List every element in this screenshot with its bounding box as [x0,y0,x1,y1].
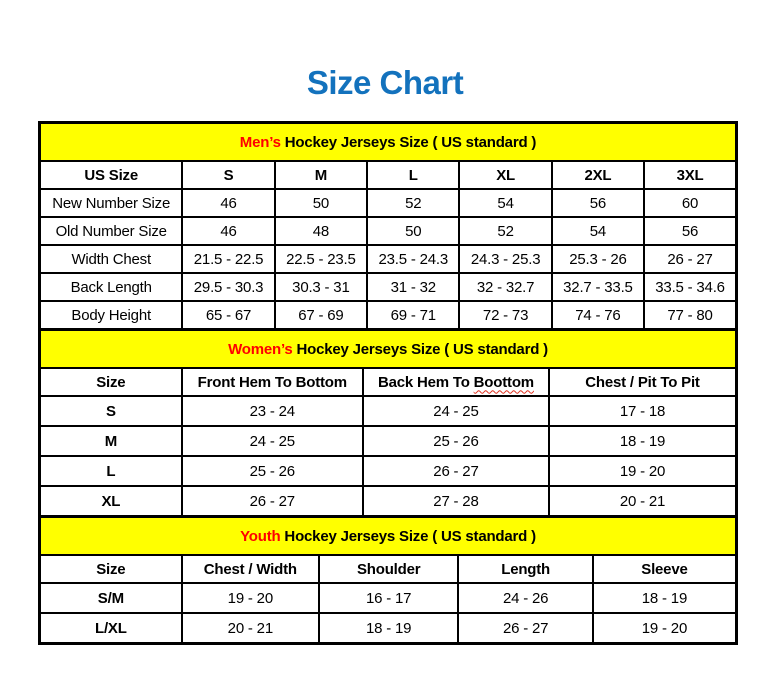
table-cell: 25.3 - 26 [552,245,644,273]
row-label: L/XL [40,613,182,644]
column-header-s: S [182,161,274,189]
mens-banner-accent: Men’s [239,133,281,151]
row-label: Body Height [40,301,183,330]
column-header-shoulder: Shoulder [319,555,458,583]
table-cell: 24 - 25 [182,426,363,456]
table-cell: 17 - 18 [549,396,737,426]
table-cell: 23.5 - 24.3 [367,245,459,273]
youth-size-table [38,515,738,645]
mens-table-banner [40,123,737,162]
table-cell: 20 - 21 [549,486,737,517]
size-chart [38,121,738,645]
mens-banner-row [40,123,737,162]
table-cell: 72 - 73 [459,301,551,330]
column-header-sleeve: Sleeve [593,555,737,583]
table-cell: 52 [459,217,551,245]
youth-banner-text: Hockey Jerseys Size ( US standard ) [280,527,536,545]
table-cell: 21.5 - 22.5 [182,245,274,273]
row-label: XL [40,486,182,517]
table-cell: 25 - 26 [363,426,549,456]
column-header-l: L [367,161,459,189]
table-cell: 50 [275,189,367,217]
column-header-size: Size [40,555,182,583]
womens-banner-accent: Women’s [228,340,293,358]
table-cell: 18 - 19 [549,426,737,456]
table-cell: 19 - 20 [182,583,319,613]
youth-banner-accent: Youth [240,527,281,545]
back-hem-prefix: Back Hem To [377,373,474,391]
table-row [40,217,737,245]
row-label: Width Chest [40,245,183,273]
table-cell: 19 - 20 [549,456,737,486]
womens-size-table [38,328,738,518]
table-cell: 60 [644,189,736,217]
table-cell: 18 - 19 [593,583,737,613]
column-header-3xl: 3XL [644,161,736,189]
table-cell: 22.5 - 23.5 [275,245,367,273]
womens-header-row [40,368,737,396]
table-cell: 31 - 32 [367,273,459,301]
column-header-us-size: US Size [40,161,183,189]
mens-banner-text: Hockey Jerseys Size ( US standard ) [280,133,537,151]
table-cell: 26 - 27 [363,456,549,486]
mens-header-row [40,161,737,189]
youth-banner-row [40,517,737,556]
table-cell: 27 - 28 [363,486,549,517]
table-cell: 18 - 19 [319,613,458,644]
table-row [40,456,737,486]
table-cell: 50 [367,217,459,245]
table-cell: 65 - 67 [182,301,274,330]
row-label: Old Number Size [40,217,183,245]
column-header-2xl: 2XL [552,161,644,189]
row-label: New Number Size [40,189,183,217]
table-cell: 19 - 20 [593,613,737,644]
column-header-chest: Chest / Pit To Pit [549,368,737,396]
table-row [40,583,737,613]
table-cell: 56 [552,189,644,217]
table-cell: 32 - 32.7 [459,273,551,301]
column-header-xl: XL [459,161,551,189]
womens-banner-text: Hockey Jerseys Size ( US standard ) [292,340,548,358]
column-header-front-hem: Front Hem To Bottom [182,368,363,396]
table-cell: 23 - 24 [182,396,363,426]
table-cell: 77 - 80 [644,301,736,330]
row-label: Back Length [40,273,183,301]
table-row [40,245,737,273]
table-row [40,189,737,217]
column-header-m: M [275,161,367,189]
table-row [40,396,737,426]
youth-table-banner [40,517,737,556]
column-header-length: Length [458,555,593,583]
table-row [40,301,737,330]
table-cell: 69 - 71 [367,301,459,330]
row-label: S [40,396,182,426]
table-cell: 30.3 - 31 [275,273,367,301]
table-row [40,613,737,644]
row-label: L [40,456,182,486]
misspelled-word: Boottom [473,373,534,391]
table-row [40,273,737,301]
table-row [40,426,737,456]
table-cell: 52 [367,189,459,217]
table-cell: 24 - 26 [458,583,593,613]
row-label: M [40,426,182,456]
table-cell: 24.3 - 25.3 [459,245,551,273]
column-header-size: Size [40,368,182,396]
table-cell: 25 - 26 [182,456,363,486]
table-cell: 54 [552,217,644,245]
mens-size-table [38,121,738,331]
table-cell: 46 [182,217,274,245]
table-cell: 56 [644,217,736,245]
table-cell: 74 - 76 [552,301,644,330]
table-cell: 54 [459,189,551,217]
table-row [40,486,737,517]
column-header-chest-width: Chest / Width [182,555,319,583]
table-cell: 67 - 69 [275,301,367,330]
table-cell: 24 - 25 [363,396,549,426]
column-header-back-hem [363,368,549,396]
table-cell: 46 [182,189,274,217]
table-cell: 33.5 - 34.6 [644,273,736,301]
table-cell: 20 - 21 [182,613,319,644]
womens-banner-row [40,330,737,369]
table-cell: 29.5 - 30.3 [182,273,274,301]
page-title: Size Chart [306,64,464,101]
table-cell: 48 [275,217,367,245]
table-cell: 32.7 - 33.5 [552,273,644,301]
table-cell: 26 - 27 [644,245,736,273]
youth-header-row [40,555,737,583]
row-label: S/M [40,583,182,613]
table-cell: 16 - 17 [319,583,458,613]
table-cell: 26 - 27 [182,486,363,517]
womens-table-banner [40,330,737,369]
table-cell: 26 - 27 [458,613,593,644]
